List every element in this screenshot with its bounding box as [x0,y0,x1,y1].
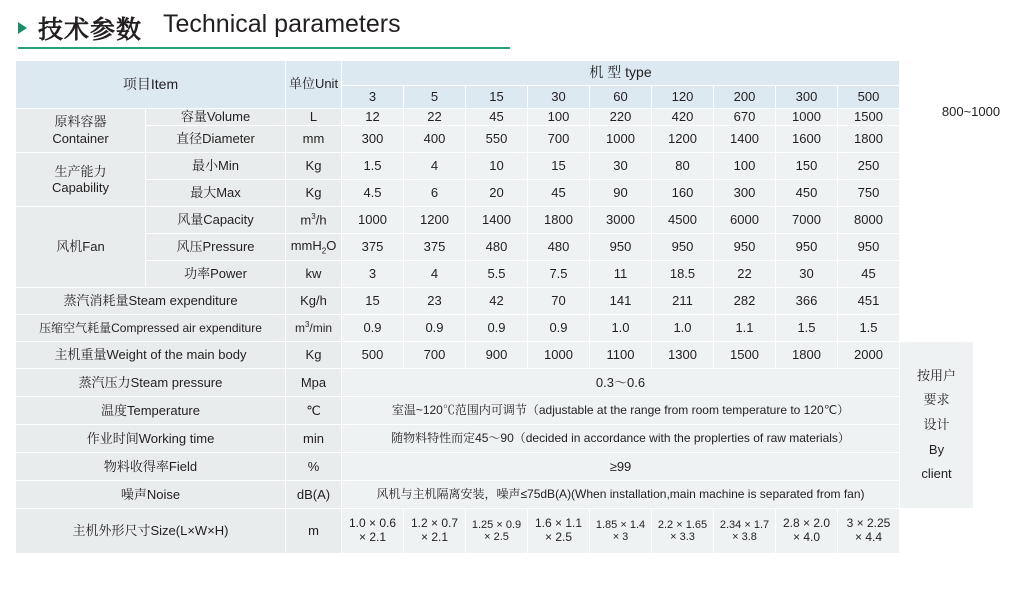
cell-diameter-500: 1800 [838,126,900,153]
cell-power-500: 45 [838,261,900,288]
title-underline [18,47,510,49]
cell-min-30: 15 [528,153,590,180]
cell-power-120: 18.5 [652,261,714,288]
model-col-5: 5 [404,86,466,109]
cell-steam-500: 451 [838,288,900,315]
header-type-group: 机 型 type [342,61,900,86]
cell-compair-200: 1.1 [714,315,776,342]
cell-steam-120: 211 [652,288,714,315]
row-unit-steam-expenditure: Kg/h [286,288,342,315]
group-container-en: Container [52,130,109,146]
cell-aircap-120: 4500 [652,207,714,234]
table-row-air-capacity [16,207,974,234]
row-label-min: 最小Min [146,153,286,180]
cell-compair-30: 0.9 [528,315,590,342]
cell-weight-5: 700 [404,342,466,369]
cell-diameter-15: 550 [466,126,528,153]
cell-volume-200: 670 [714,109,776,126]
cell-max-3: 4.5 [342,180,404,207]
cell-aircap-30: 1800 [528,207,590,234]
table-row-main-body-weight [16,342,974,369]
page-title-cn: 技术参数 [38,16,143,44]
model-col-60: 60 [590,86,652,109]
cell-max-300: 450 [776,180,838,207]
row-label-temperature: 温度Temperature [16,397,286,425]
table-row-working-time [16,425,974,453]
row-unit-air-pressure: mmH$_2$O [286,234,342,261]
row-label-air-capacity: 风量Capacity [146,207,286,234]
cell-compair-60: 1.0 [590,315,652,342]
row-label-working-time: 作业时间Working time [16,425,286,453]
cell-diameter-30: 700 [528,126,590,153]
cell-steam-200: 282 [714,288,776,315]
cell-size-5: 1.2 × 0.7 × 2.1 [404,509,466,554]
cell-volume-3: 12 [342,109,404,126]
cell-weight-60: 1100 [590,342,652,369]
cell-weight-3: 500 [342,342,404,369]
cell-steam-3: 15 [342,288,404,315]
row-unit-field: % [286,453,342,481]
model-col-30: 30 [528,86,590,109]
cell-aircap-500: 8000 [838,207,900,234]
cell-min-200: 100 [714,153,776,180]
cell-size-15: 1.25 × 0.9 × 2.5 [466,509,528,554]
row-unit-temperature: ℃ [286,397,342,425]
cell-volume-300: 1000 [776,109,838,126]
row-unit-working-time: min [286,425,342,453]
cell-airpre-60: 950 [590,234,652,261]
row-label-volume: 容量Volume [146,109,286,126]
cell-min-5: 4 [404,153,466,180]
cell-max-15: 20 [466,180,528,207]
cell-compair-5: 0.9 [404,315,466,342]
cell-size-500: 3 × 2.25 × 4.4 [838,509,900,554]
cell-min-300: 150 [776,153,838,180]
cell-volume-15: 45 [466,109,528,126]
cell-diameter-3: 300 [342,126,404,153]
row-unit-compressed-air: $m^3/\min$ [286,315,342,342]
table-row-diameter [16,126,974,153]
cell-diameter-5: 400 [404,126,466,153]
cell-min-3: 1.5 [342,153,404,180]
cell-weight-300: 1800 [776,342,838,369]
table-row-power [16,261,974,288]
row-unit-noise: dB(A) [286,481,342,509]
technical-parameters-table [15,60,974,554]
cell-weight-15: 900 [466,342,528,369]
cell-steam-5: 23 [404,288,466,315]
right-note-line-2: 要求 [923,392,950,408]
cell-compair-500: 1.5 [838,315,900,342]
model-col-500: 500 [838,86,900,109]
cell-size-60: 1.85 × 1.4 × 3 [590,509,652,554]
header-item: 项目Item [16,61,286,109]
cell-aircap-15: 1400 [466,207,528,234]
cell-power-15: 5.5 [466,261,528,288]
table-row-volume [16,109,974,126]
group-capability-en: Capability [51,179,110,195]
cell-weight-200: 1500 [714,342,776,369]
cell-weight-500: 2000 [838,342,900,369]
cell-size-200: 2.34 × 1.7 × 3.8 [714,509,776,554]
cell-aircap-60: 3000 [590,207,652,234]
table-row-field [16,453,974,481]
cell-volume-500: 1500 [838,109,900,126]
cell-steam-30: 70 [528,288,590,315]
cell-airpre-15: 480 [466,234,528,261]
right-note-line-5: client [921,466,952,482]
cell-diameter-300: 1600 [776,126,838,153]
table-row-temperature [16,397,974,425]
cell-min-500: 250 [838,153,900,180]
cell-power-5: 4 [404,261,466,288]
cell-steam-pressure-value: 0.3～0.6 [342,369,900,397]
cell-airpre-500: 950 [838,234,900,261]
model-col-120: 120 [652,86,714,109]
model-col-3: 3 [342,86,404,109]
page-header [0,4,1029,48]
right-note [900,342,974,509]
row-label-air-pressure: 风压Pressure [146,234,286,261]
model-col-15: 15 [466,86,528,109]
cell-compair-120: 1.0 [652,315,714,342]
cell-max-120: 160 [652,180,714,207]
cell-power-3: 3 [342,261,404,288]
model-col-300: 300 [776,86,838,109]
cell-diameter-120: 1200 [652,126,714,153]
right-note-line-4: By [928,441,945,457]
cell-working-time-value: 随物料特性而定45～90（decided in accordance with the proplerties of raw materials） [342,425,900,453]
cell-size-300: 2.8 × 2.0 × 4.0 [776,509,838,554]
right-note-line-1: 按用户 [916,367,956,383]
group-container [16,109,146,153]
cell-aircap-5: 1200 [404,207,466,234]
row-unit-steam-pressure: Mpa [286,369,342,397]
table-header-row-1 [16,61,974,86]
cell-max-60: 90 [590,180,652,207]
cell-airpre-200: 950 [714,234,776,261]
cell-min-60: 30 [590,153,652,180]
row-label-steam-pressure: 蒸汽压力Steam pressure [16,369,286,397]
group-container-cn: 原料容器 [54,114,107,130]
cell-aircap-200: 6000 [714,207,776,234]
row-unit-air-capacity: $m^3/h$ [286,207,342,234]
header-unit: 单位Unit [286,61,342,109]
model-col-800-1000: 800~1000 [917,100,1025,124]
row-unit-power: kw [286,261,342,288]
table-row-max [16,180,974,207]
triangle-bullet-icon [18,22,27,34]
table-row-air-pressure [16,234,974,261]
page-title-en: Technical parameters [163,10,401,38]
cell-steam-60: 141 [590,288,652,315]
row-label-diameter: 直径Diameter [146,126,286,153]
cell-airpre-300: 950 [776,234,838,261]
cell-compair-15: 0.9 [466,315,528,342]
cell-max-30: 45 [528,180,590,207]
cell-size-30: 1.6 × 1.1 × 2.5 [528,509,590,554]
spec-table-wrapper [15,60,974,554]
cell-volume-30: 100 [528,109,590,126]
cell-power-300: 30 [776,261,838,288]
cell-volume-120: 420 [652,109,714,126]
row-label-compressed-air: 压缩空气耗量Compressed air expenditure [16,315,286,342]
cell-steam-15: 42 [466,288,528,315]
cell-field-value: ≥99 [342,453,900,481]
cell-temperature-value: 室温~120℃范围内可调节（adjustable at the range from room temperature to 120℃） [342,397,900,425]
cell-airpre-30: 480 [528,234,590,261]
cell-airpre-120: 950 [652,234,714,261]
cell-power-60: 11 [590,261,652,288]
model-col-200: 200 [714,86,776,109]
row-unit-max: Kg [286,180,342,207]
cell-airpre-5: 375 [404,234,466,261]
row-unit-min: Kg [286,153,342,180]
group-fan: 风机Fan [16,207,146,288]
cell-steam-300: 366 [776,288,838,315]
cell-volume-5: 22 [404,109,466,126]
cell-aircap-300: 7000 [776,207,838,234]
cell-weight-30: 1000 [528,342,590,369]
table-row-steam-pressure [16,369,974,397]
row-label-noise: 噪声Noise [16,481,286,509]
cell-airpre-3: 375 [342,234,404,261]
cell-max-500: 750 [838,180,900,207]
cell-max-5: 6 [404,180,466,207]
cell-weight-120: 1300 [652,342,714,369]
row-label-power: 功率Power [146,261,286,288]
cell-max-200: 300 [714,180,776,207]
cell-size-3: 1.0 × 0.6 × 2.1 [342,509,404,554]
table-row-min [16,153,974,180]
right-note-line-3: 设计 [923,416,950,432]
cell-min-120: 80 [652,153,714,180]
cell-power-200: 22 [714,261,776,288]
cell-min-15: 10 [466,153,528,180]
cell-compair-3: 0.9 [342,315,404,342]
row-label-main-body-weight: 主机重量Weight of the main body [16,342,286,369]
right-blank-upper [900,109,974,342]
row-label-field: 物料收得率Field [16,453,286,481]
row-unit-diameter: mm [286,126,342,153]
table-row-steam-expenditure [16,288,974,315]
row-label-steam-expenditure: 蒸汽消耗量Steam expenditure [16,288,286,315]
cell-size-120: 2.2 × 1.65 × 3.3 [652,509,714,554]
cell-aircap-3: 1000 [342,207,404,234]
row-unit-volume: L [286,109,342,126]
table-row-size [16,509,974,554]
cell-noise-value: 风机与主机隔离安装，噪声≤75dB(A)(When installation,main machine is separated from fan) [342,481,900,509]
cell-volume-60: 220 [590,109,652,126]
row-label-max: 最大Max [146,180,286,207]
table-row-compressed-air [16,315,974,342]
cell-power-30: 7.5 [528,261,590,288]
cell-diameter-60: 1000 [590,126,652,153]
row-label-size: 主机外形尺寸Size(L×W×H) [16,509,286,554]
cell-diameter-200: 1400 [714,126,776,153]
row-unit-main-body-weight: Kg [286,342,342,369]
row-unit-size: m [286,509,342,554]
group-capability [16,153,146,207]
table-row-noise [16,481,974,509]
cell-compair-300: 1.5 [776,315,838,342]
group-capability-cn: 生产能力 [54,163,107,179]
